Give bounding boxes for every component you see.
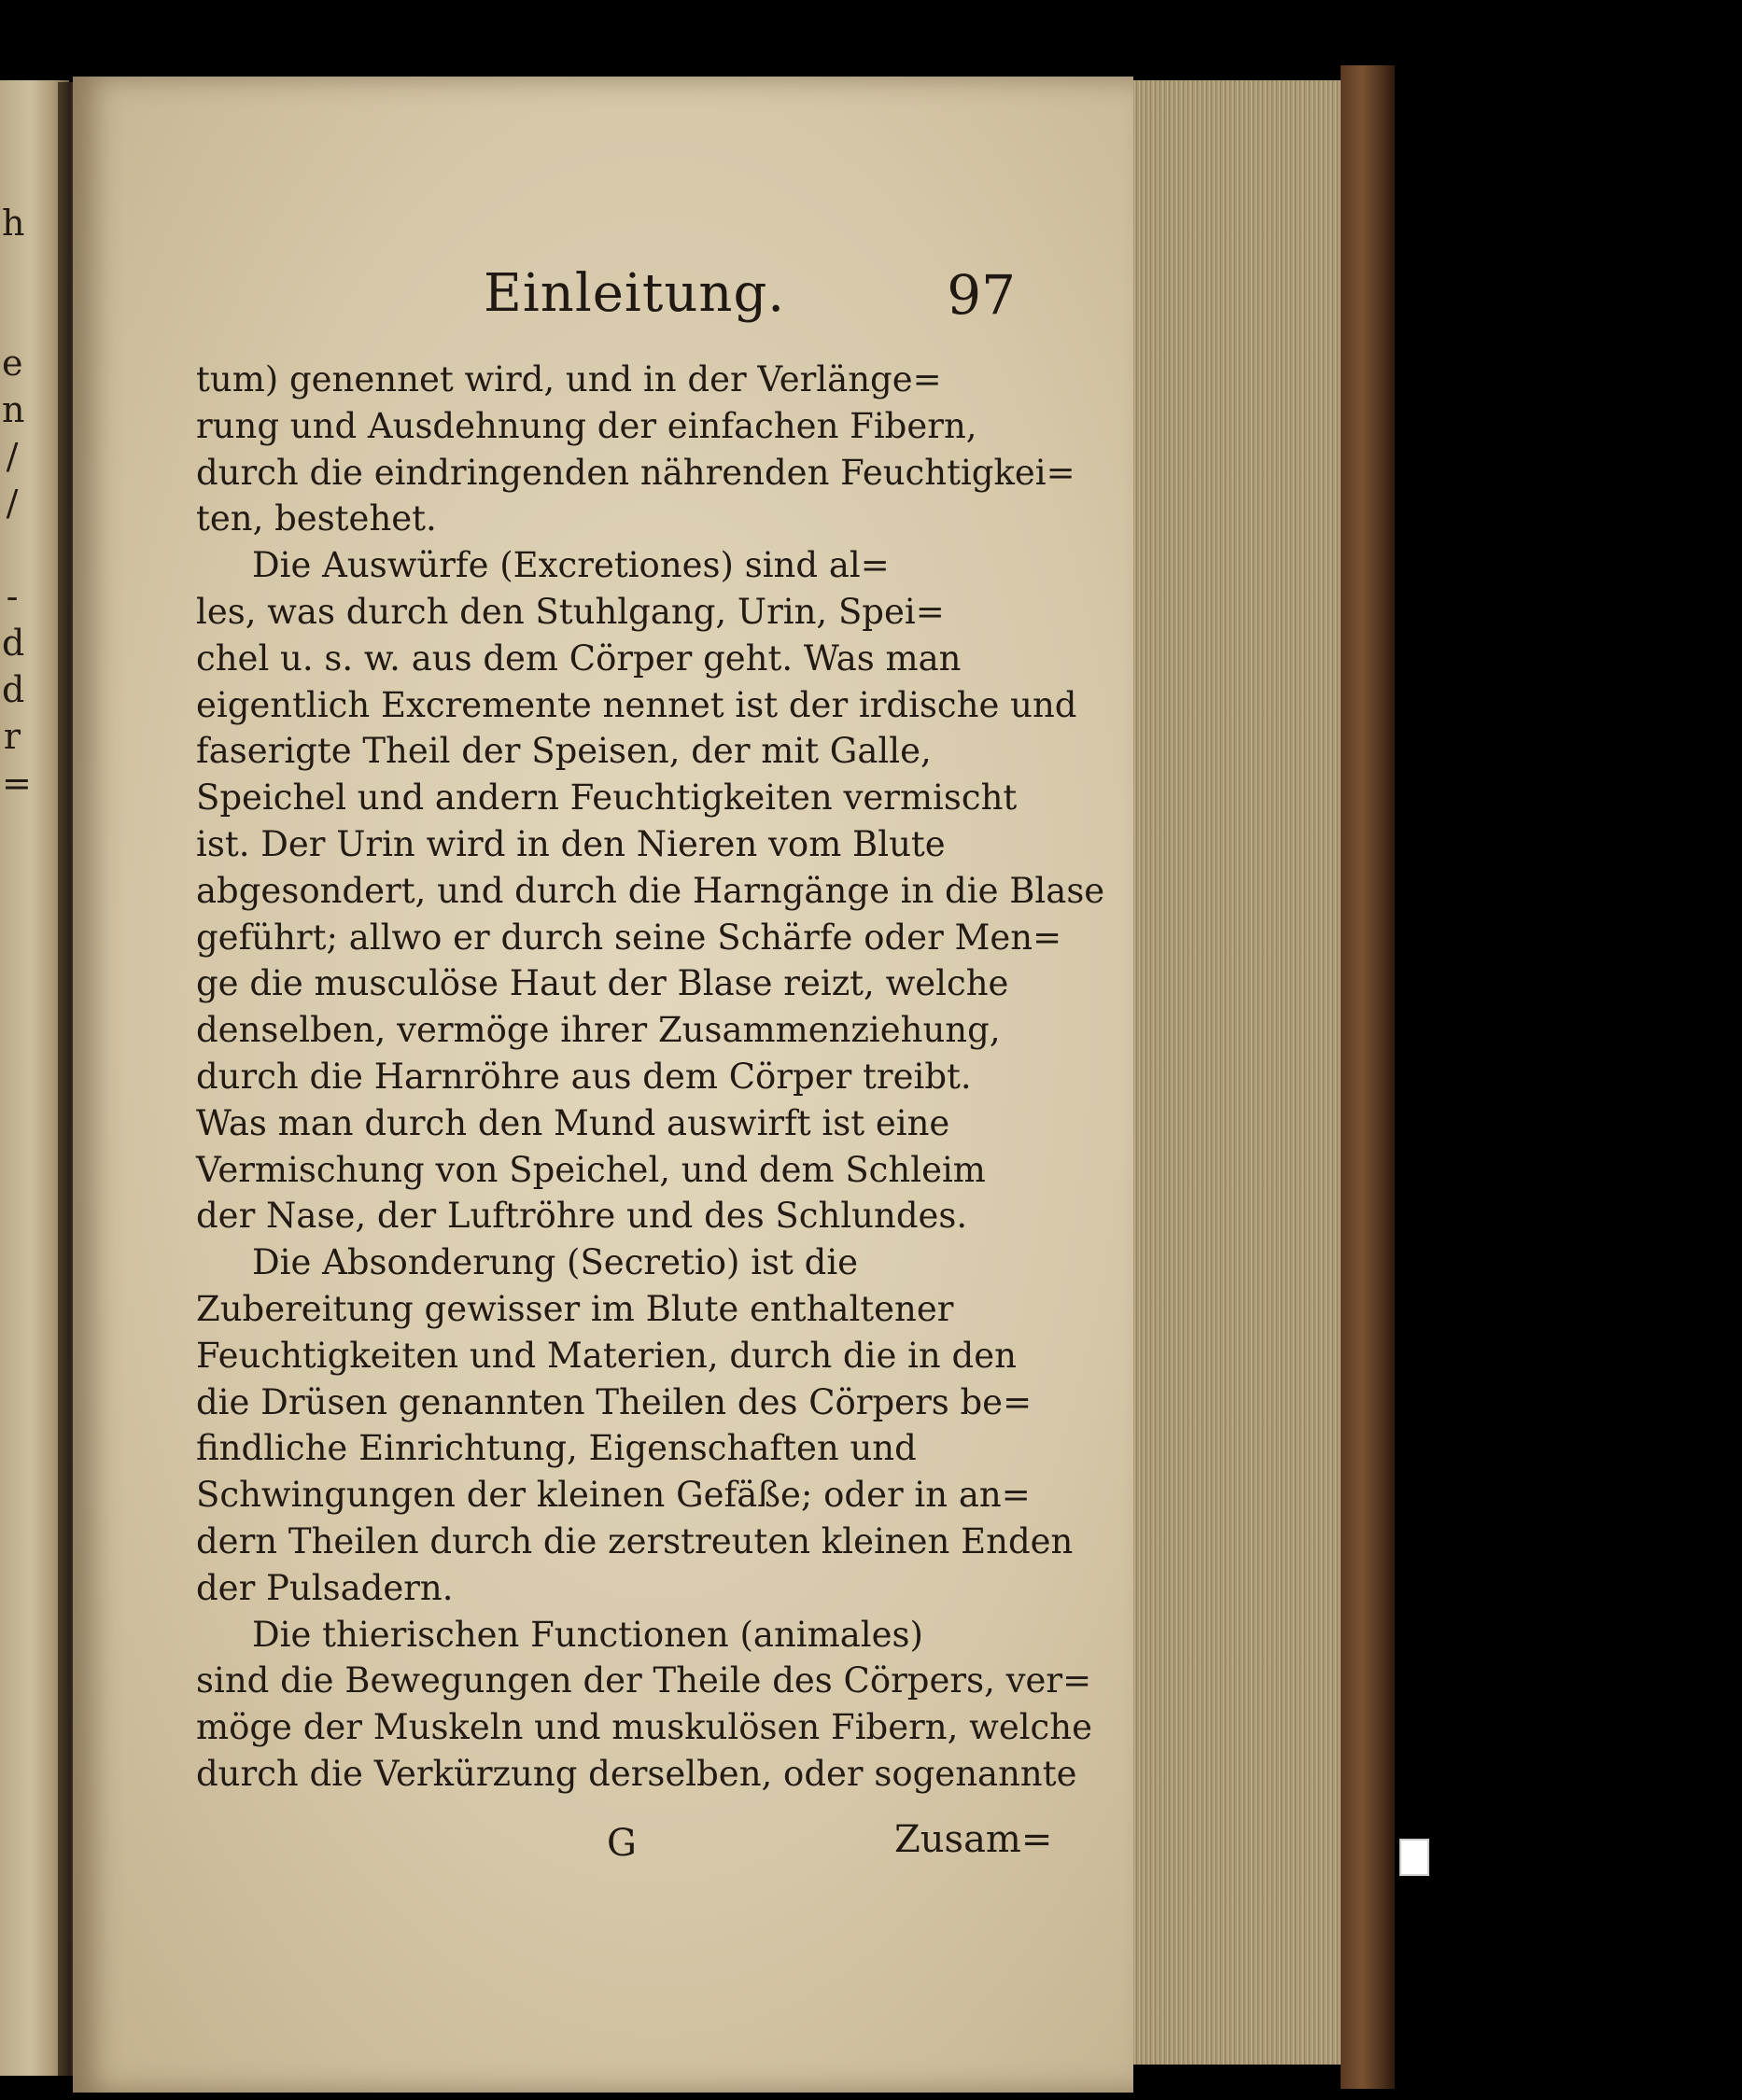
text-line: eigentlich Excremente nennet ist der irdische und [196,684,1077,725]
text-line: denselben, vermöge ihrer Zusammenziehung, [196,1010,1001,1051]
running-head-title: Einleitung. [484,263,786,324]
text-line: ge die musculöse Haut der Blase reizt, welche [196,963,1009,1004]
left-page-fragment: / [6,483,19,524]
text-line: tum) genennet wird, und in der Verlänge= [196,359,942,399]
text-line: dern Theilen durch die zerstreuten kleinen Enden [196,1520,1074,1561]
left-page-fragment: e [2,343,23,384]
text-line: möge der Muskeln und muskulösen Fibern, welche [196,1707,1092,1748]
left-page-fragment: r [3,716,21,757]
page [73,77,1133,2093]
text-line: durch die eindringenden nährenden Feuchtigkei= [196,452,1075,493]
text-line: chel u. s. w. aus dem Cörper geht. Was man [196,637,962,679]
text-line: Feuchtigkeiten und Materien, durch die in den [196,1335,1017,1376]
text-line: les, was durch den Stuhlgang, Urin, Spei= [196,591,945,632]
text-line: rung und Ausdehnung der einfachen Fibern, [196,405,977,446]
text-line: ist. Der Urin wird in den Nieren vom Blute [196,823,946,864]
left-page-fragment: - [6,576,19,617]
running-head [484,263,1016,338]
text-line: sind die Bewegungen der Theile des Cörpers, ver= [196,1660,1092,1701]
text-line: der Nase, der Luftröhre und des Schlundes. [196,1196,968,1237]
left-page-fragment: = [2,763,32,804]
text-line: ten, bestehet. [196,498,437,539]
left-page-fragment: / [6,436,19,477]
text-line: Die thierischen Functionen (animales) [252,1614,923,1655]
text-line: findliche Einrichtung, Eigenschaften und [196,1428,917,1469]
book-cover [1341,65,1395,2089]
text-line: der Pulsadern. [196,1567,454,1608]
calibration-patch [1399,1839,1429,1876]
text-line: Zubereitung gewisser im Blute enthaltener [196,1288,954,1329]
text-line: Die Absonderung (Secretio) ist die [252,1242,859,1283]
text-line: abgesondert, und durch die Harngänge in die Blase [196,870,1105,911]
text-line: die Drüsen genannten Theilen des Cörpers be= [196,1381,1033,1422]
text-line: Die Auswürfe (Excretiones) sind al= [252,545,890,586]
page-block-edge [1133,80,1341,2065]
left-page-fragment: n [2,389,25,430]
page-number: 97 [947,263,1016,327]
text-line: durch die Harnröhre aus dem Cörper treibt. [196,1056,972,1097]
text-line: durch die Verkürzung derselben, oder sogenannte [196,1753,1077,1794]
left-page-fragment: h [2,203,25,244]
left-page-fragment: d [2,623,25,664]
left-page-fragment: d [2,669,25,710]
text-line: Vermischung von Speichel, und dem Schleim [196,1149,986,1190]
catchword: Zusam= [894,1818,1053,1861]
text-line: Speichel und andern Feuchtigkeiten vermischt [196,777,1018,819]
text-line: geführt; allwo er durch seine Schärfe oder Men= [196,917,1062,958]
text-line: Schwingungen der kleinen Gefäße; oder in an= [196,1475,1031,1516]
text-line: Was man durch den Mund auswirft ist eine [196,1102,950,1143]
body-text [196,357,1105,1798]
signature-mark: G [607,1822,637,1865]
text-line: faserigte Theil der Speisen, der mit Galle, [196,731,932,772]
